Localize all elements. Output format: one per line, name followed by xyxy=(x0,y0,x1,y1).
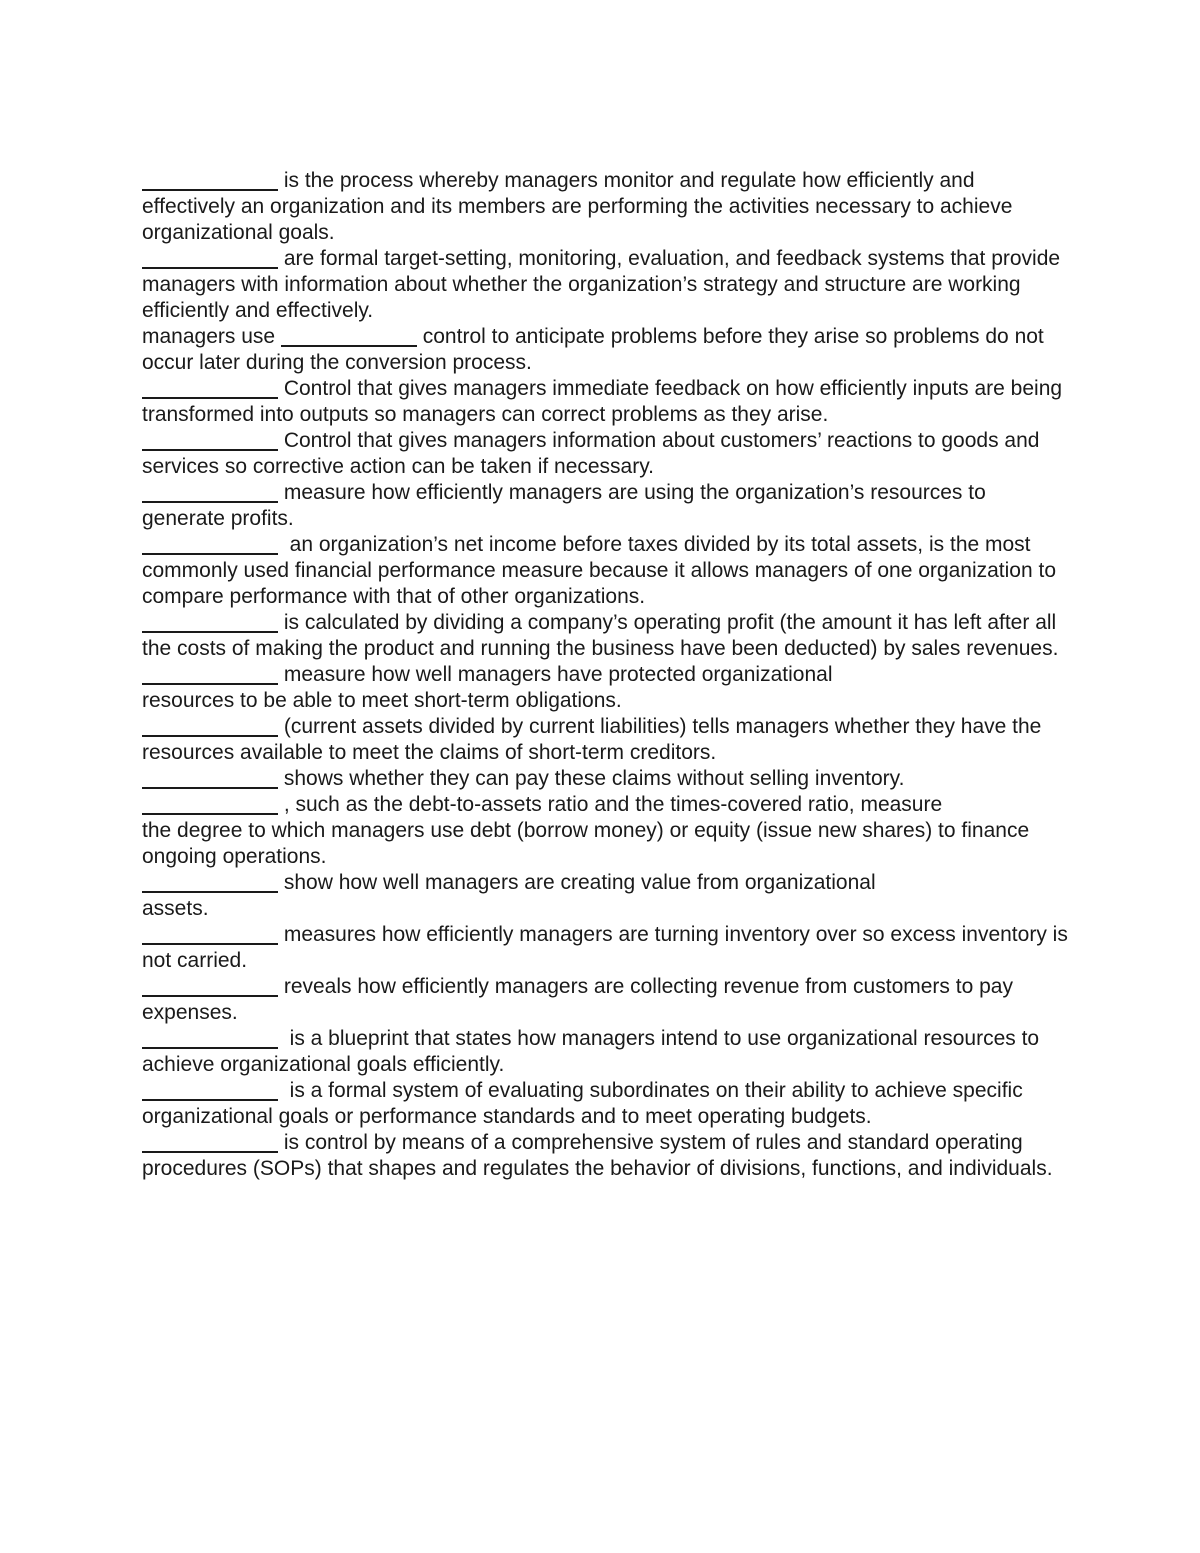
blank-line[interactable] xyxy=(142,429,278,451)
question-item xyxy=(142,246,1072,324)
question-text: is a formal system of evaluating subordinates on their ability to achieve specific organizational goals or performance standards and to meet operating budgets. xyxy=(142,1079,1029,1128)
question-text: measure how efficiently managers are using the organization’s resources to generate profits. xyxy=(142,481,986,530)
question-text: is calculated by dividing a company’s operating profit (the amount it has left after all the costs of making the product and running the business have been deducted) by sales revenues. xyxy=(142,611,1059,660)
question-item xyxy=(142,922,1072,974)
question-text: (current assets divided by current liabilities) tells managers whether they have the resources available to meet the claims of short-term creditors. xyxy=(142,715,1042,764)
blank-line[interactable] xyxy=(142,767,278,789)
question-text: are formal target-setting, monitoring, evaluation, and feedback systems that provide managers with information about whether the organization’s strategy and structure are working efficiently and effectively. xyxy=(142,247,1061,322)
question-item xyxy=(142,766,1072,792)
question-item xyxy=(142,480,1072,532)
blank-line[interactable] xyxy=(281,325,417,347)
blank-line[interactable] xyxy=(142,975,278,997)
blank-line[interactable] xyxy=(142,663,278,685)
question-text: reveals how efficiently managers are collecting revenue from customers to pay expenses. xyxy=(142,975,1013,1024)
blank-line[interactable] xyxy=(142,793,278,815)
question-item xyxy=(142,428,1072,480)
question-item xyxy=(142,974,1072,1026)
question-text: Control that gives managers immediate feedback on how efficiently inputs are being transformed into outputs so managers can correct problems as they arise. xyxy=(142,377,1063,426)
question-item xyxy=(142,376,1072,428)
document-page xyxy=(142,168,1072,1182)
question-text: an organization’s net income before taxes divided by its total assets, is the most commonly used financial performance measure because it allows managers of one organization to compare performance with that of other organizations. xyxy=(142,533,1062,608)
blank-line[interactable] xyxy=(142,1079,278,1101)
blank-line[interactable] xyxy=(142,871,278,893)
blank-line[interactable] xyxy=(142,611,278,633)
question-item xyxy=(142,1026,1072,1078)
blank-line[interactable] xyxy=(142,247,278,269)
question-text: Control that gives managers information about customers’ reactions to goods and services so corrective action can be taken if necessary. xyxy=(142,429,1040,478)
blank-line[interactable] xyxy=(142,1027,278,1049)
question-item xyxy=(142,1078,1072,1130)
question-item xyxy=(142,662,1072,714)
blank-line[interactable] xyxy=(142,715,278,737)
question-item xyxy=(142,168,1072,246)
blank-line[interactable] xyxy=(142,377,278,399)
question-text: measure how well managers have protected organizational xyxy=(278,663,833,686)
question-text: show how well managers are creating value from organizational xyxy=(278,871,876,894)
question-item xyxy=(142,324,1072,376)
question-text: measures how efficiently managers are turning inventory over so excess inventory is not carried. xyxy=(142,923,1068,972)
question-text: is control by means of a comprehensive system of rules and standard operating procedures (SOPs) that shapes and regulates the behavior of divisions, functions, and individuals. xyxy=(142,1131,1053,1180)
question-item xyxy=(142,1130,1072,1182)
question-text: is a blueprint that states how managers intend to use organizational resources to achieve organizational goals efficiently. xyxy=(142,1027,1045,1076)
question-item xyxy=(142,792,1072,870)
question-text-continued: resources to be able to meet short-term obligations. xyxy=(142,689,622,712)
question-text: , such as the debt-to-assets ratio and the times-covered ratio, measure xyxy=(278,793,943,816)
question-item xyxy=(142,870,1072,922)
blank-line[interactable] xyxy=(142,1131,278,1153)
question-prefix: managers use xyxy=(142,325,281,348)
question-text-continued: assets. xyxy=(142,897,209,920)
blank-line[interactable] xyxy=(142,481,278,503)
question-text-continued: the degree to which managers use debt (borrow money) or equity (issue new shares) to finance ongoing operations. xyxy=(142,819,1030,868)
blank-line[interactable] xyxy=(142,923,278,945)
question-text: is the process whereby managers monitor and regulate how efficiently and effectively an organization and its members are performing the activities necessary to achieve organizational goals. xyxy=(142,169,1013,244)
question-item xyxy=(142,610,1072,662)
question-text: shows whether they can pay these claims without selling inventory. xyxy=(278,767,905,790)
blank-line[interactable] xyxy=(142,533,278,555)
question-item xyxy=(142,532,1072,610)
question-item xyxy=(142,714,1072,766)
blank-line[interactable] xyxy=(142,169,278,191)
question-text: control to anticipate problems before they arise so problems do not occur later during the conversion process. xyxy=(142,325,1044,374)
